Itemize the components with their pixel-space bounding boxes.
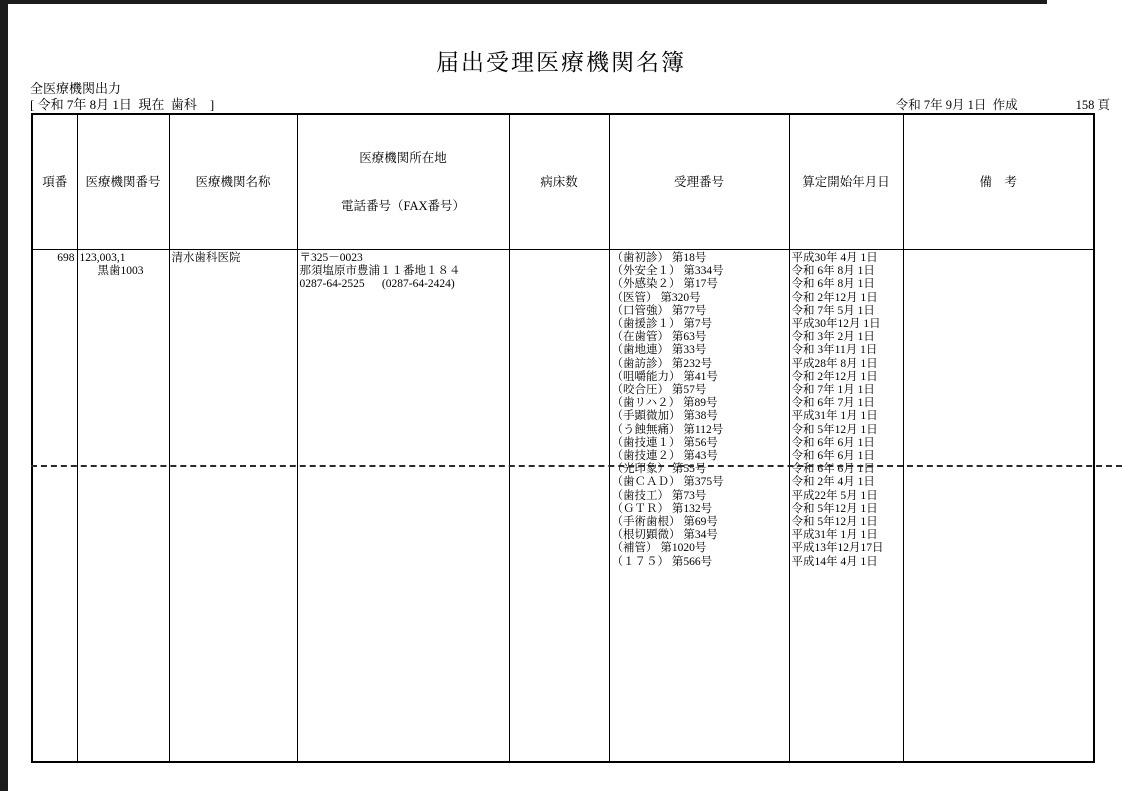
acceptance-number-line: （歯リハ２） 第89号 — [611, 397, 718, 410]
header-location-line1: 医療機関所在地 — [359, 150, 447, 165]
acceptance-number-line: （歯技連２） 第43号 — [611, 450, 718, 463]
start-date-line: 令和 7年 1月 1日 — [791, 384, 875, 397]
start-date-line: 平成13年12月17日 — [791, 542, 884, 555]
institution-name: 清水歯科医院 — [171, 252, 241, 264]
created-row — [896, 95, 1110, 113]
acceptance-number-line: （咀嚼能力） 第41号 — [611, 370, 718, 383]
phone-fax: 0287-64-2525 (0287-64-2424) — [299, 278, 455, 291]
start-date-list — [792, 252, 901, 569]
start-date-line: 令和 2年12月 1日 — [791, 370, 878, 383]
header-beds: 病床数 — [509, 114, 609, 250]
start-date-line: 令和 6年 6月 1日 — [791, 436, 875, 449]
cell-remarks — [903, 250, 1094, 763]
header-row — [32, 114, 1094, 250]
acceptance-number-line: （歯訪診） 第232号 — [611, 357, 713, 370]
cell-item-no: 698 — [32, 250, 77, 763]
start-date-line: 令和 3年 2月 1日 — [791, 331, 875, 344]
header-calc-start-date: 算定開始年月日 — [789, 114, 903, 250]
header-item-no: 項番 — [32, 114, 77, 250]
postal-code: 〒325－0023 — [299, 252, 363, 264]
header-institution-name: 医療機関名称 — [169, 114, 297, 250]
cell-institution-name — [169, 250, 297, 763]
acceptance-number-line: （在歯管） 第63号 — [611, 331, 707, 344]
header-location-line2: 電話番号（FAX番号） — [340, 199, 466, 214]
start-date-line: 平成28年 8月 1日 — [791, 357, 878, 370]
header-location — [297, 114, 509, 250]
table-row — [32, 250, 1094, 763]
acceptance-number-list — [612, 252, 787, 569]
start-date-line: 令和 5年12月 1日 — [791, 423, 878, 436]
start-date-line: 平成30年12月 1日 — [791, 318, 881, 331]
start-date-line: 平成31年 1月 1日 — [791, 410, 878, 423]
start-date-line: 令和 6年 7月 1日 — [791, 397, 875, 410]
output-scope-label: 全医療機関出力 — [30, 81, 122, 96]
acceptance-number-line: （歯技連１） 第56号 — [611, 436, 718, 449]
start-date-line: 令和 2年 4月 1日 — [791, 476, 875, 489]
created-date: 令和 7年 9月 1日 作成 — [895, 98, 1018, 112]
page-break-dashed-line — [31, 465, 1122, 467]
start-date-line: 令和 5年12月 1日 — [791, 502, 878, 515]
acceptance-number-line: （歯地連） 第33号 — [611, 344, 707, 357]
start-date-line: 令和 6年 6月 1日 — [791, 450, 875, 463]
start-date-line: 令和 5年12月 1日 — [791, 516, 878, 529]
acceptance-number-line: （光印象） 第55号 — [611, 463, 707, 476]
cell-calc-start-date — [789, 250, 903, 763]
acceptance-number-line: （歯ＣＡＤ） 第375号 — [611, 476, 724, 489]
cell-institution-no — [77, 250, 169, 763]
acceptance-number-line: （医管） 第320号 — [611, 291, 701, 304]
acceptance-number-line: （１７５） 第566号 — [611, 555, 713, 568]
institution-no-line1: 123,003,1 — [79, 252, 126, 264]
acceptance-number-line: （補管） 第1020号 — [611, 542, 707, 555]
start-date-line: 令和 6年 8月 1日 — [791, 278, 875, 291]
acceptance-number-line: （外安全１） 第334号 — [611, 265, 724, 278]
acceptance-number-line: （歯初診） 第18号 — [611, 252, 707, 264]
acceptance-number-line: （う蝕無痛） 第112号 — [611, 423, 724, 436]
registry-table — [31, 113, 1095, 763]
acceptance-number-line: （咬合圧） 第57号 — [611, 384, 707, 397]
cell-location — [297, 250, 509, 763]
acceptance-number-line: （口管強） 第77号 — [611, 304, 707, 317]
page-title: 届出受理医療機関名簿 — [436, 50, 686, 75]
cell-acceptance-no — [609, 250, 789, 763]
start-date-line: 平成22年 5月 1日 — [791, 489, 878, 502]
start-date-line: 令和 7年 5月 1日 — [791, 304, 875, 317]
start-date-line: 平成30年 4月 1日 — [791, 252, 878, 264]
street-address: 那須塩原市豊浦１１番地１８４ — [299, 265, 461, 278]
start-date-line: 令和 6年 8月 1日 — [791, 265, 875, 278]
start-date-line: 令和 6年 6月 1日 — [791, 463, 875, 476]
acceptance-number-line: （歯援診１） 第7号 — [611, 318, 713, 331]
header-acceptance-no: 受理番号 — [609, 114, 789, 250]
acceptance-number-line: （手顕微加） 第38号 — [611, 410, 718, 423]
header-institution-no: 医療機関番号 — [77, 114, 169, 250]
cell-beds — [509, 250, 609, 763]
header-remarks: 備 考 — [903, 114, 1094, 250]
start-date-line: 平成31年 1月 1日 — [791, 529, 878, 542]
start-date-line: 令和 3年11月 1日 — [791, 344, 878, 357]
start-date-line: 令和 2年12月 1日 — [791, 291, 878, 304]
page-frame-top — [0, 0, 1047, 4]
start-date-line: 平成14年 4月 1日 — [791, 555, 878, 568]
institution-no-line2: 黒歯1003 — [97, 265, 144, 278]
acceptance-number-line: （外感染２） 第17号 — [611, 278, 718, 291]
as-of-date-line: [ 令和 7年 8月 1日 現在 歯科 ] — [30, 97, 215, 112]
acceptance-number-line: （ＧＴＲ） 第132号 — [611, 502, 713, 515]
acceptance-number-line: （根切顕微） 第34号 — [611, 529, 718, 542]
page-number: 158 頁 — [1075, 98, 1110, 112]
acceptance-number-line: （歯技工） 第73号 — [611, 489, 707, 502]
page-frame-left — [0, 0, 8, 791]
acceptance-number-line: （手術歯根） 第69号 — [611, 516, 718, 529]
